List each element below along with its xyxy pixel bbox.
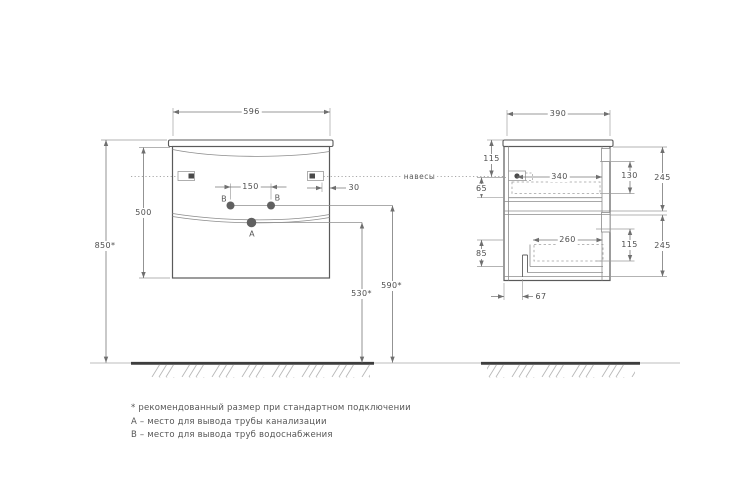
side-view: [503, 140, 613, 281]
dim-front-width: 596: [243, 107, 260, 116]
hangers-callout-label: навесы: [403, 172, 436, 181]
floor-hatch-right: [487, 365, 635, 378]
point-b-right-dot: [267, 202, 275, 210]
note-point-a: А – место для вывода трубы канализации: [131, 416, 327, 427]
dim-hanger-top-offset: 115: [483, 153, 500, 163]
point-a-label: A: [249, 229, 255, 238]
wall-rail-upper: [602, 149, 611, 162]
dim-water-height: 590*: [381, 280, 402, 290]
dim-hanger-offset: 30: [348, 183, 360, 192]
point-b-right-label: B: [274, 193, 281, 202]
hanger-bracket-right: [308, 172, 324, 181]
dim-bottom-clearance: 85: [476, 248, 487, 258]
floor-hatch-left: [146, 365, 370, 378]
front-view: [131, 140, 509, 278]
cabinet-front: [173, 147, 330, 279]
dim-outlet-spacing: 150: [242, 182, 259, 191]
legend-notes: [131, 402, 411, 443]
floor-line: [90, 363, 680, 378]
dim-install-height: 850*: [94, 241, 116, 250]
dim-hanger-drop: 65: [476, 184, 487, 193]
dim-pipe-recess-offset: 67: [535, 292, 547, 301]
dim-side-depth: 390: [549, 109, 567, 118]
countertop-side: [503, 140, 613, 147]
dim-upper-drawer-height: 130: [621, 171, 638, 180]
note-point-b: B – место для вывода труб водоснабжения: [131, 430, 333, 440]
dim-lower-section-height: 245: [654, 241, 671, 250]
dim-upper-section-height: 245: [654, 172, 671, 182]
note-recommended-size: * рекомендованный размер при стандартном подключении: [131, 403, 411, 413]
dim-lower-drawer-height: 115: [621, 240, 638, 249]
hanger-bracket-left: [178, 172, 195, 181]
point-b-left-dot: [227, 202, 235, 210]
point-b-left-label: B: [221, 194, 227, 203]
cabinet-side: [504, 147, 610, 281]
countertop-front: [169, 140, 334, 147]
dim-drain-height: 530*: [351, 288, 372, 298]
dim-upper-drawer-depth: 340: [551, 172, 568, 181]
point-a-dot: [247, 218, 257, 228]
dim-front-height: 500: [135, 208, 152, 217]
dim-lower-drawer-depth: 260: [559, 235, 576, 244]
